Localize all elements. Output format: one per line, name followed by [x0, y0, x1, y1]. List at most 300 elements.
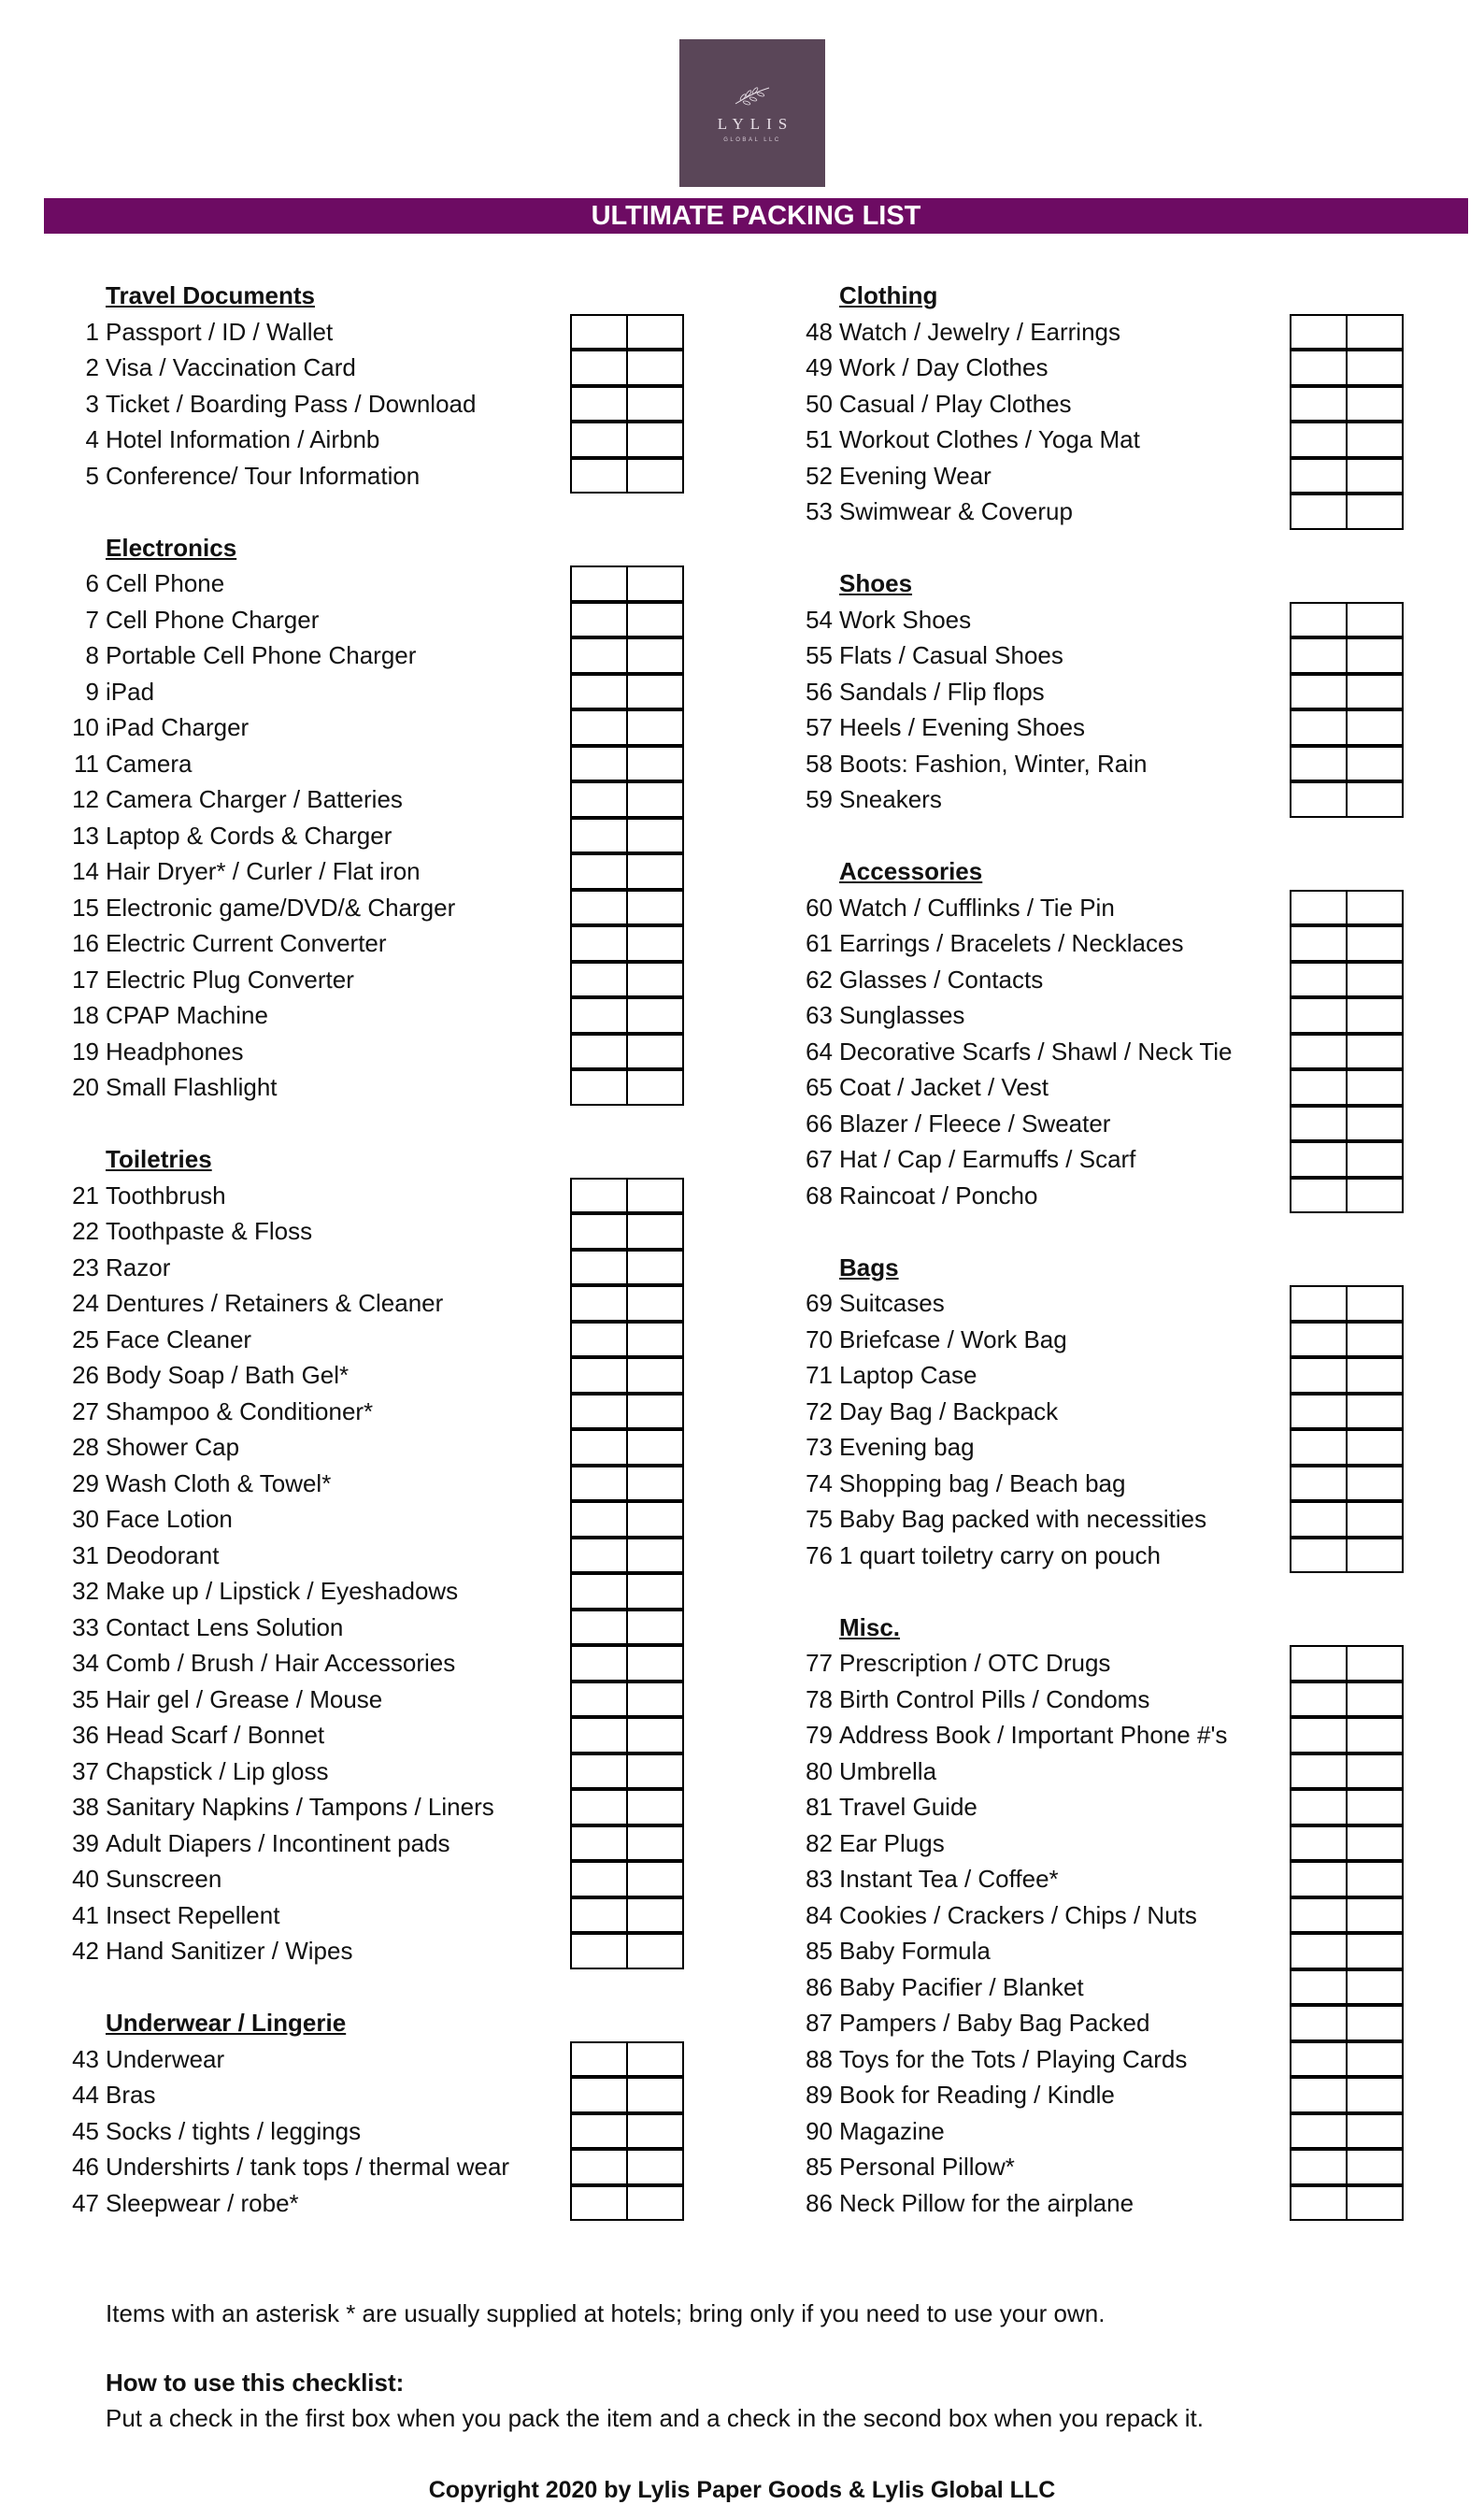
- checklist-item: [56, 781, 710, 818]
- item-number: 27: [72, 1396, 99, 1425]
- repacked-checkbox[interactable]: [1346, 1682, 1404, 1718]
- item-label: Small Flashlight: [106, 1073, 278, 1101]
- item-label: Shower Cap: [106, 1433, 240, 1461]
- item-label: Raincoat / Poncho: [839, 1181, 1038, 1209]
- company-logo: [679, 39, 825, 187]
- packed-checkbox[interactable]: [1290, 1178, 1348, 1214]
- repacked-checkbox[interactable]: [626, 350, 684, 386]
- repacked-checkbox[interactable]: [1346, 997, 1404, 1034]
- packed-checkbox[interactable]: [570, 458, 628, 494]
- repacked-checkbox[interactable]: [626, 602, 684, 638]
- packed-checkbox[interactable]: [1290, 2005, 1348, 2041]
- right-column: [790, 278, 1463, 2221]
- repacked-checkbox[interactable]: [1346, 1069, 1404, 1106]
- repacked-checkbox[interactable]: [1346, 386, 1404, 422]
- repacked-checkbox[interactable]: [626, 1069, 684, 1106]
- packed-checkbox[interactable]: [570, 1645, 628, 1682]
- packed-checkbox[interactable]: [1290, 2149, 1348, 2185]
- repacked-checkbox[interactable]: [1346, 1466, 1404, 1502]
- packed-checkbox[interactable]: [1290, 1897, 1348, 1934]
- repacked-checkbox[interactable]: [626, 2077, 684, 2113]
- packed-checkbox[interactable]: [1290, 1753, 1348, 1790]
- packed-checkbox[interactable]: [1290, 1933, 1348, 1969]
- item-number: 61: [806, 929, 833, 957]
- repacked-checkbox[interactable]: [626, 2041, 684, 2078]
- item-label: Make up / Lipstick / Eyeshadows: [106, 1577, 459, 1605]
- packed-checkbox[interactable]: [1290, 1141, 1348, 1178]
- packed-checkbox[interactable]: [570, 1178, 628, 1214]
- repacked-checkbox[interactable]: [626, 925, 684, 962]
- checklist-item: [790, 350, 1463, 386]
- packed-checkbox[interactable]: [1290, 1466, 1348, 1502]
- packed-checkbox[interactable]: [570, 818, 628, 854]
- repacked-checkbox[interactable]: [1346, 1178, 1404, 1214]
- packed-checkbox[interactable]: [1290, 781, 1348, 818]
- item-number: 36: [72, 1721, 99, 1749]
- repacked-checkbox[interactable]: [1346, 458, 1404, 494]
- section-heading-label: Toiletries: [106, 1145, 212, 1173]
- item-label: Ticket / Boarding Pass / Download: [106, 389, 477, 418]
- item-label: Laptop & Cords & Charger: [106, 821, 392, 850]
- item-number: 3: [85, 389, 99, 418]
- repacked-checkbox[interactable]: [626, 781, 684, 818]
- repacked-checkbox[interactable]: [1346, 1106, 1404, 1142]
- packed-checkbox[interactable]: [1290, 1969, 1348, 2006]
- repacked-checkbox[interactable]: [1346, 422, 1404, 458]
- item-label: Briefcase / Work Bag: [839, 1324, 1067, 1353]
- item-label: Electronic game/DVD/& Charger: [106, 893, 456, 922]
- repacked-checkbox[interactable]: [1346, 1501, 1404, 1538]
- packed-checkbox[interactable]: [570, 1250, 628, 1286]
- checklist-item: [790, 1141, 1463, 1178]
- packed-checkbox[interactable]: [570, 962, 628, 998]
- item-number: 1: [85, 317, 99, 346]
- repacked-checkbox[interactable]: [1346, 1034, 1404, 1070]
- repacked-checkbox[interactable]: [1346, 602, 1404, 638]
- packed-checkbox[interactable]: [1290, 494, 1348, 530]
- repacked-checkbox[interactable]: [1346, 314, 1404, 351]
- repacked-checkbox[interactable]: [626, 1717, 684, 1753]
- section-spacer: [790, 1213, 1463, 1250]
- item-number: 2: [85, 353, 99, 381]
- packed-checkbox[interactable]: [1290, 2041, 1348, 2078]
- checklist-item: [56, 1501, 710, 1538]
- item-label: Underwear: [106, 2044, 225, 2073]
- asterisk-note: Items with an asterisk * are usually supplied at hotels; bring only if you need to use your own.: [106, 2299, 1106, 2327]
- item-number: 31: [72, 1540, 99, 1569]
- checklist-item: [56, 458, 710, 494]
- repacked-checkbox[interactable]: [626, 458, 684, 494]
- checklist-item: [790, 458, 1463, 494]
- item-label: Hair gel / Grease / Mouse: [106, 1684, 383, 1713]
- item-number: 86: [806, 1972, 833, 2001]
- repacked-checkbox[interactable]: [626, 1789, 684, 1825]
- packed-checkbox[interactable]: [570, 1573, 628, 1610]
- packed-checkbox[interactable]: [1290, 602, 1348, 638]
- item-label: Personal Pillow*: [839, 2153, 1015, 2181]
- packed-checkbox[interactable]: [1290, 314, 1348, 351]
- repacked-checkbox[interactable]: [626, 962, 684, 998]
- packed-checkbox[interactable]: [570, 2041, 628, 2078]
- repacked-checkbox[interactable]: [626, 1322, 684, 1358]
- packed-checkbox[interactable]: [570, 1357, 628, 1394]
- checklist-item: [790, 1538, 1463, 1574]
- item-label: Headphones: [106, 1037, 244, 1066]
- packed-checkbox[interactable]: [570, 565, 628, 602]
- packed-checkbox[interactable]: [570, 1789, 628, 1825]
- repacked-checkbox[interactable]: [1346, 1429, 1404, 1466]
- checklist-item: [790, 1753, 1463, 1790]
- packed-checkbox[interactable]: [1290, 962, 1348, 998]
- item-number: 34: [72, 1649, 99, 1677]
- packed-checkbox[interactable]: [570, 746, 628, 782]
- packed-checkbox[interactable]: [570, 1069, 628, 1106]
- packed-checkbox[interactable]: [570, 1501, 628, 1538]
- repacked-checkbox[interactable]: [626, 1933, 684, 1969]
- checklist-item: [790, 997, 1463, 1034]
- item-number: 13: [72, 821, 99, 850]
- item-label: Passport / ID / Wallet: [106, 317, 334, 346]
- packed-checkbox[interactable]: [570, 1285, 628, 1322]
- checklist-item: [790, 1106, 1463, 1142]
- repacked-checkbox[interactable]: [626, 2149, 684, 2185]
- checklist-item: [56, 1357, 710, 1394]
- repacked-checkbox[interactable]: [1346, 1717, 1404, 1753]
- repacked-checkbox[interactable]: [626, 746, 684, 782]
- repacked-checkbox[interactable]: [626, 818, 684, 854]
- checklist-item: [56, 1933, 710, 1969]
- item-number: 25: [72, 1324, 99, 1353]
- repacked-checkbox[interactable]: [1346, 746, 1404, 782]
- packed-checkbox[interactable]: [570, 1717, 628, 1753]
- packed-checkbox[interactable]: [570, 386, 628, 422]
- repacked-checkbox[interactable]: [1346, 1394, 1404, 1430]
- leaf-sprig-icon: [732, 83, 773, 109]
- checklist-item: [790, 1501, 1463, 1538]
- repacked-checkbox[interactable]: [1346, 1753, 1404, 1790]
- repacked-checkbox[interactable]: [1346, 2185, 1404, 2222]
- packed-checkbox[interactable]: [570, 1753, 628, 1790]
- howto-title: How to use this checklist:: [106, 2369, 405, 2397]
- item-label: Swimwear & Coverup: [839, 497, 1073, 525]
- checklist-item: [790, 1933, 1463, 1969]
- repacked-checkbox[interactable]: [1346, 1322, 1404, 1358]
- packed-checkbox[interactable]: [570, 1322, 628, 1358]
- item-label: Workout Clothes / Yoga Mat: [839, 425, 1140, 453]
- item-number: 62: [806, 965, 833, 994]
- repacked-checkbox[interactable]: [626, 890, 684, 926]
- checklist-item: [790, 1789, 1463, 1825]
- checklist-item: [790, 1178, 1463, 1214]
- repacked-checkbox[interactable]: [1346, 1645, 1404, 1682]
- item-label: iPad Charger: [106, 713, 250, 741]
- checklist-item: [790, 602, 1463, 638]
- packed-checkbox[interactable]: [1290, 1069, 1348, 1106]
- packed-checkbox[interactable]: [570, 2185, 628, 2222]
- repacked-checkbox[interactable]: [626, 1610, 684, 1646]
- packed-checkbox[interactable]: [1290, 1429, 1348, 1466]
- packed-checkbox[interactable]: [570, 890, 628, 926]
- item-label: Hat / Cap / Earmuffs / Scarf: [839, 1145, 1136, 1173]
- repacked-checkbox[interactable]: [626, 1753, 684, 1790]
- item-label: Conference/ Tour Information: [106, 461, 421, 490]
- packed-checkbox[interactable]: [1290, 1394, 1348, 1430]
- packed-checkbox[interactable]: [1290, 1285, 1348, 1322]
- repacked-checkbox[interactable]: [1346, 1789, 1404, 1825]
- repacked-checkbox[interactable]: [626, 1538, 684, 1574]
- packed-checkbox[interactable]: [1290, 1538, 1348, 1574]
- repacked-checkbox[interactable]: [1346, 709, 1404, 746]
- checklist-item: [790, 1322, 1463, 1358]
- checklist-item: [56, 1861, 710, 1897]
- checklist-item: [790, 1285, 1463, 1322]
- packed-checkbox[interactable]: [1290, 1825, 1348, 1862]
- item-number: 51: [806, 425, 833, 453]
- item-label: Wash Cloth & Towel*: [106, 1468, 332, 1497]
- item-label: Shampoo & Conditioner*: [106, 1396, 374, 1425]
- repacked-checkbox[interactable]: [626, 997, 684, 1034]
- repacked-checkbox[interactable]: [626, 1682, 684, 1718]
- packed-checkbox[interactable]: [1290, 1717, 1348, 1753]
- packed-checkbox[interactable]: [1290, 1501, 1348, 1538]
- checklist-item: [56, 1466, 710, 1502]
- repacked-checkbox[interactable]: [626, 674, 684, 710]
- packed-checkbox[interactable]: [1290, 746, 1348, 782]
- packed-checkbox[interactable]: [1290, 1789, 1348, 1825]
- packed-checkbox[interactable]: [570, 925, 628, 962]
- repacked-checkbox[interactable]: [626, 637, 684, 674]
- repacked-checkbox[interactable]: [1346, 2113, 1404, 2150]
- item-number: 42: [72, 1937, 99, 1965]
- packed-checkbox[interactable]: [570, 853, 628, 890]
- repacked-checkbox[interactable]: [626, 1357, 684, 1394]
- packed-checkbox[interactable]: [1290, 925, 1348, 962]
- checklist-item: [790, 781, 1463, 818]
- item-label: 1 quart toiletry carry on pouch: [839, 1540, 1161, 1569]
- item-number: 80: [806, 1756, 833, 1785]
- repacked-checkbox[interactable]: [1346, 890, 1404, 926]
- packed-checkbox[interactable]: [570, 602, 628, 638]
- section-heading-label: Clothing: [839, 281, 938, 309]
- repacked-checkbox[interactable]: [626, 1861, 684, 1897]
- repacked-checkbox[interactable]: [626, 386, 684, 422]
- packed-checkbox[interactable]: [1290, 674, 1348, 710]
- checklist-item: [56, 1394, 710, 1430]
- packed-checkbox[interactable]: [1290, 1322, 1348, 1358]
- repacked-checkbox[interactable]: [626, 1573, 684, 1610]
- packed-checkbox[interactable]: [1290, 1682, 1348, 1718]
- packed-checkbox[interactable]: [1290, 709, 1348, 746]
- packed-checkbox[interactable]: [1290, 350, 1348, 386]
- packed-checkbox[interactable]: [570, 1825, 628, 1862]
- repacked-checkbox[interactable]: [1346, 494, 1404, 530]
- checklist-item: [56, 1538, 710, 1574]
- repacked-checkbox[interactable]: [1346, 1357, 1404, 1394]
- packed-checkbox[interactable]: [1290, 2077, 1348, 2113]
- packed-checkbox[interactable]: [570, 674, 628, 710]
- repacked-checkbox[interactable]: [1346, 1538, 1404, 1574]
- repacked-checkbox[interactable]: [626, 1213, 684, 1250]
- checklist-item: [56, 1034, 710, 1070]
- repacked-checkbox[interactable]: [1346, 781, 1404, 818]
- repacked-checkbox[interactable]: [1346, 1969, 1404, 2006]
- checklist-item: [56, 1682, 710, 1718]
- repacked-checkbox[interactable]: [1346, 350, 1404, 386]
- repacked-checkbox[interactable]: [626, 1897, 684, 1934]
- repacked-checkbox[interactable]: [626, 1034, 684, 1070]
- packed-checkbox[interactable]: [1290, 422, 1348, 458]
- packed-checkbox[interactable]: [570, 1861, 628, 1897]
- packed-checkbox[interactable]: [1290, 1034, 1348, 1070]
- repacked-checkbox[interactable]: [1346, 1825, 1404, 1862]
- checklist-item: [790, 314, 1463, 351]
- repacked-checkbox[interactable]: [1346, 962, 1404, 998]
- packed-checkbox[interactable]: [570, 2077, 628, 2113]
- repacked-checkbox[interactable]: [626, 2113, 684, 2150]
- repacked-checkbox[interactable]: [626, 1645, 684, 1682]
- item-label: Razor: [106, 1252, 171, 1281]
- checklist-item: [790, 2149, 1463, 2185]
- packed-checkbox[interactable]: [570, 1213, 628, 1250]
- packed-checkbox[interactable]: [1290, 386, 1348, 422]
- item-label: Electric Current Converter: [106, 929, 387, 957]
- packed-checkbox[interactable]: [1290, 2185, 1348, 2222]
- packed-checkbox[interactable]: [1290, 1357, 1348, 1394]
- repacked-checkbox[interactable]: [1346, 1933, 1404, 1969]
- repacked-checkbox[interactable]: [1346, 674, 1404, 710]
- packed-checkbox[interactable]: [570, 709, 628, 746]
- item-number: 23: [72, 1252, 99, 1281]
- repacked-checkbox[interactable]: [1346, 2041, 1404, 2078]
- packed-checkbox[interactable]: [570, 422, 628, 458]
- checklist-item: [56, 1789, 710, 1825]
- checklist-item: [56, 1610, 710, 1646]
- repacked-checkbox[interactable]: [626, 565, 684, 602]
- checklist-item: [56, 818, 710, 854]
- checklist-item: [56, 422, 710, 458]
- item-label: Sunscreen: [106, 1865, 222, 1893]
- packed-checkbox[interactable]: [570, 2149, 628, 2185]
- packed-checkbox[interactable]: [570, 1429, 628, 1466]
- item-label: iPad: [106, 677, 155, 706]
- page-title: ULTIMATE PACKING LIST: [44, 198, 1468, 234]
- checklist-item: [790, 1394, 1463, 1430]
- item-label: Sandals / Flip flops: [839, 677, 1045, 706]
- checklist-item: [56, 925, 710, 962]
- checklist-item: [790, 1466, 1463, 1502]
- packed-checkbox[interactable]: [570, 1394, 628, 1430]
- item-label: Baby Pacifier / Blanket: [839, 1972, 1084, 2001]
- repacked-checkbox[interactable]: [1346, 1285, 1404, 1322]
- packed-checkbox[interactable]: [1290, 1645, 1348, 1682]
- section-heading-travel-documents: [56, 278, 710, 314]
- item-label: Book for Reading / Kindle: [839, 2081, 1115, 2109]
- repacked-checkbox[interactable]: [1346, 1141, 1404, 1178]
- repacked-checkbox[interactable]: [626, 1394, 684, 1430]
- item-label: Baby Bag packed with necessities: [839, 1505, 1207, 1533]
- repacked-checkbox[interactable]: [626, 1178, 684, 1214]
- packed-checkbox[interactable]: [570, 1538, 628, 1574]
- packed-checkbox[interactable]: [570, 314, 628, 351]
- item-number: 28: [72, 1433, 99, 1461]
- item-label: Sanitary Napkins / Tampons / Liners: [106, 1793, 494, 1821]
- checklist-item: [790, 1429, 1463, 1466]
- repacked-checkbox[interactable]: [1346, 2077, 1404, 2113]
- packed-checkbox[interactable]: [570, 781, 628, 818]
- packed-checkbox[interactable]: [570, 1897, 628, 1934]
- repacked-checkbox[interactable]: [626, 1825, 684, 1862]
- repacked-checkbox[interactable]: [626, 709, 684, 746]
- item-number: 65: [806, 1073, 833, 1101]
- packed-checkbox[interactable]: [570, 1682, 628, 1718]
- repacked-checkbox[interactable]: [1346, 2005, 1404, 2041]
- item-number: 66: [806, 1109, 833, 1138]
- repacked-checkbox[interactable]: [1346, 1897, 1404, 1934]
- item-number: 63: [806, 1001, 833, 1029]
- packed-checkbox[interactable]: [570, 637, 628, 674]
- packed-checkbox[interactable]: [570, 350, 628, 386]
- checklist-item: [56, 1213, 710, 1250]
- repacked-checkbox[interactable]: [626, 422, 684, 458]
- item-label: Cell Phone Charger: [106, 605, 320, 634]
- packed-checkbox[interactable]: [570, 1610, 628, 1646]
- item-number: 53: [806, 497, 833, 525]
- checklist-item: [790, 2185, 1463, 2222]
- checklist-item: [790, 890, 1463, 926]
- packed-checkbox[interactable]: [1290, 637, 1348, 674]
- item-label: Face Lotion: [106, 1505, 233, 1533]
- item-number: 37: [72, 1756, 99, 1785]
- packed-checkbox[interactable]: [1290, 1106, 1348, 1142]
- repacked-checkbox[interactable]: [626, 314, 684, 351]
- item-label: Body Soap / Bath Gel*: [106, 1361, 350, 1389]
- packed-checkbox[interactable]: [570, 2113, 628, 2150]
- repacked-checkbox[interactable]: [1346, 637, 1404, 674]
- item-label: Laptop Case: [839, 1361, 977, 1389]
- item-number: 10: [72, 713, 99, 741]
- item-number: 38: [72, 1793, 99, 1821]
- item-label: Face Cleaner: [106, 1324, 252, 1353]
- repacked-checkbox[interactable]: [626, 2185, 684, 2222]
- packed-checkbox[interactable]: [570, 1933, 628, 1969]
- repacked-checkbox[interactable]: [1346, 1861, 1404, 1897]
- item-number: 17: [72, 965, 99, 994]
- item-number: 82: [806, 1828, 833, 1857]
- packed-checkbox[interactable]: [570, 1034, 628, 1070]
- packed-checkbox[interactable]: [1290, 458, 1348, 494]
- repacked-checkbox[interactable]: [626, 1501, 684, 1538]
- packed-checkbox[interactable]: [570, 997, 628, 1034]
- packed-checkbox[interactable]: [1290, 1861, 1348, 1897]
- item-number: 24: [72, 1289, 99, 1317]
- item-label: Blazer / Fleece / Sweater: [839, 1109, 1111, 1138]
- repacked-checkbox[interactable]: [626, 1285, 684, 1322]
- packed-checkbox[interactable]: [570, 1466, 628, 1502]
- repacked-checkbox[interactable]: [626, 853, 684, 890]
- item-number: 74: [806, 1468, 833, 1497]
- repacked-checkbox[interactable]: [626, 1250, 684, 1286]
- item-label: Baby Formula: [839, 1937, 991, 1965]
- packed-checkbox[interactable]: [1290, 997, 1348, 1034]
- item-label: Magazine: [839, 2116, 945, 2145]
- packed-checkbox[interactable]: [1290, 890, 1348, 926]
- repacked-checkbox[interactable]: [626, 1429, 684, 1466]
- item-label: Glasses / Contacts: [839, 965, 1044, 994]
- repacked-checkbox[interactable]: [1346, 925, 1404, 962]
- repacked-checkbox[interactable]: [626, 1466, 684, 1502]
- packed-checkbox[interactable]: [1290, 2113, 1348, 2150]
- repacked-checkbox[interactable]: [1346, 2149, 1404, 2185]
